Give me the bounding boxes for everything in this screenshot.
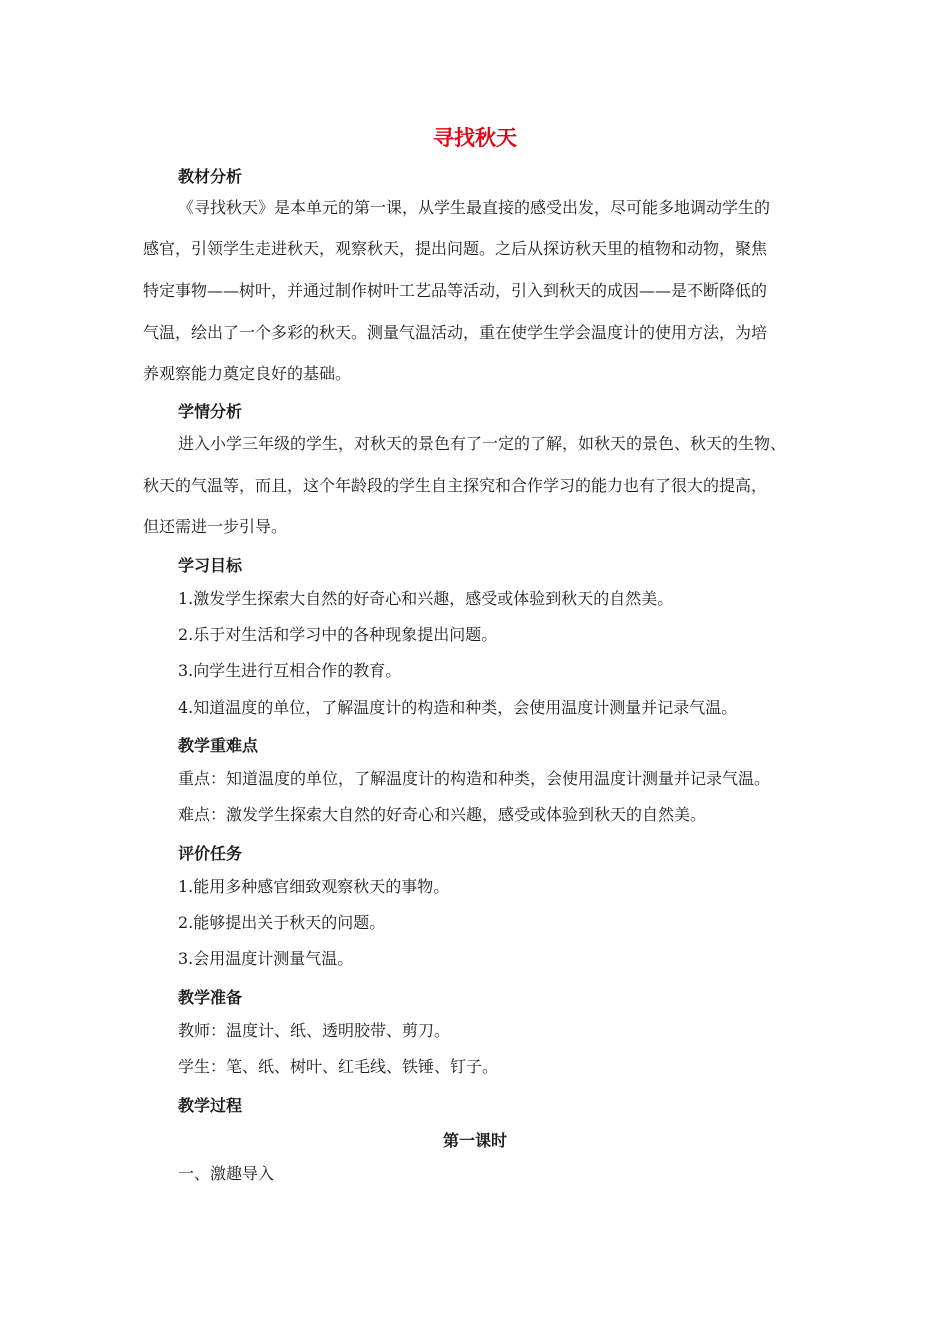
analysis-line-1: 《寻找秋天》是本单元的第一课，从学生最直接的感受出发，尽可能多地调动学生的 xyxy=(178,198,771,217)
lesson-title: 第一课时 xyxy=(442,1131,507,1150)
goal-item-1: 1.激发学生探索大自然的好奇心和兴趣，感受或体验到秋天的自然美。 xyxy=(178,589,674,608)
analysis-line-4: 气温，绘出了一个多彩的秋天。测量气温活动，重在使学生学会温度计的使用方法，为培 xyxy=(143,323,768,342)
goal-item-3: 3.向学生进行互相合作的教育。 xyxy=(178,661,402,680)
document-title: 寻找秋天 xyxy=(433,126,517,150)
analysis-line-2: 感官，引领学生走进秋天，观察秋天，提出问题。之后从探访秋天里的植物和动物，聚焦 xyxy=(143,239,768,258)
preparation-item-teacher: 教师：温度计、纸、透明胶带、剪刀。 xyxy=(178,1021,451,1040)
heading-goals: 学习目标 xyxy=(178,556,243,575)
keypoint-item-2: 难点：激发学生探索大自然的好奇心和兴趣，感受或体验到秋天的自然美。 xyxy=(178,805,707,824)
heading-evaluation: 评价任务 xyxy=(178,844,243,863)
preparation-item-student: 学生：笔、纸、树叶、红毛线、铁锤、钉子。 xyxy=(178,1057,499,1076)
evaluation-item-1: 1.能用多种感官细致观察秋天的事物。 xyxy=(178,877,450,896)
students-line-3: 但还需进一步引导。 xyxy=(143,517,288,536)
heading-analysis: 教材分析 xyxy=(178,167,243,186)
analysis-line-3: 特定事物——树叶，并通过制作树叶工艺品等活动，引入到秋天的成因——是不断降低的 xyxy=(143,281,768,300)
heading-preparation: 教学准备 xyxy=(178,988,243,1007)
evaluation-item-3: 3.会用温度计测量气温。 xyxy=(178,949,354,968)
goal-item-4: 4.知道温度的单位，了解温度计的构造和种类，会使用温度计测量并记录气温。 xyxy=(178,698,738,717)
heading-process: 教学过程 xyxy=(178,1096,243,1115)
students-line-2: 秋天的气温等，而且，这个年龄段的学生自主探究和合作学习的能力也有了很大的提高， xyxy=(143,476,768,495)
heading-students: 学情分析 xyxy=(178,402,243,421)
evaluation-item-2: 2.能够提出关于秋天的问题。 xyxy=(178,913,386,932)
keypoint-item-1: 重点：知道温度的单位，了解温度计的构造和种类，会使用温度计测量并记录气温。 xyxy=(178,769,771,788)
heading-keypoints: 教学重难点 xyxy=(178,736,259,755)
goal-item-2: 2.乐于对生活和学习中的各种现象提出问题。 xyxy=(178,625,498,644)
analysis-line-5: 养观察能力奠定良好的基础。 xyxy=(143,364,352,383)
students-line-1: 进入小学三年级的学生，对秋天的景色有了一定的了解，如秋天的景色、秋天的生物、 xyxy=(178,434,787,453)
process-step-1: 一、激趣导入 xyxy=(178,1164,275,1183)
